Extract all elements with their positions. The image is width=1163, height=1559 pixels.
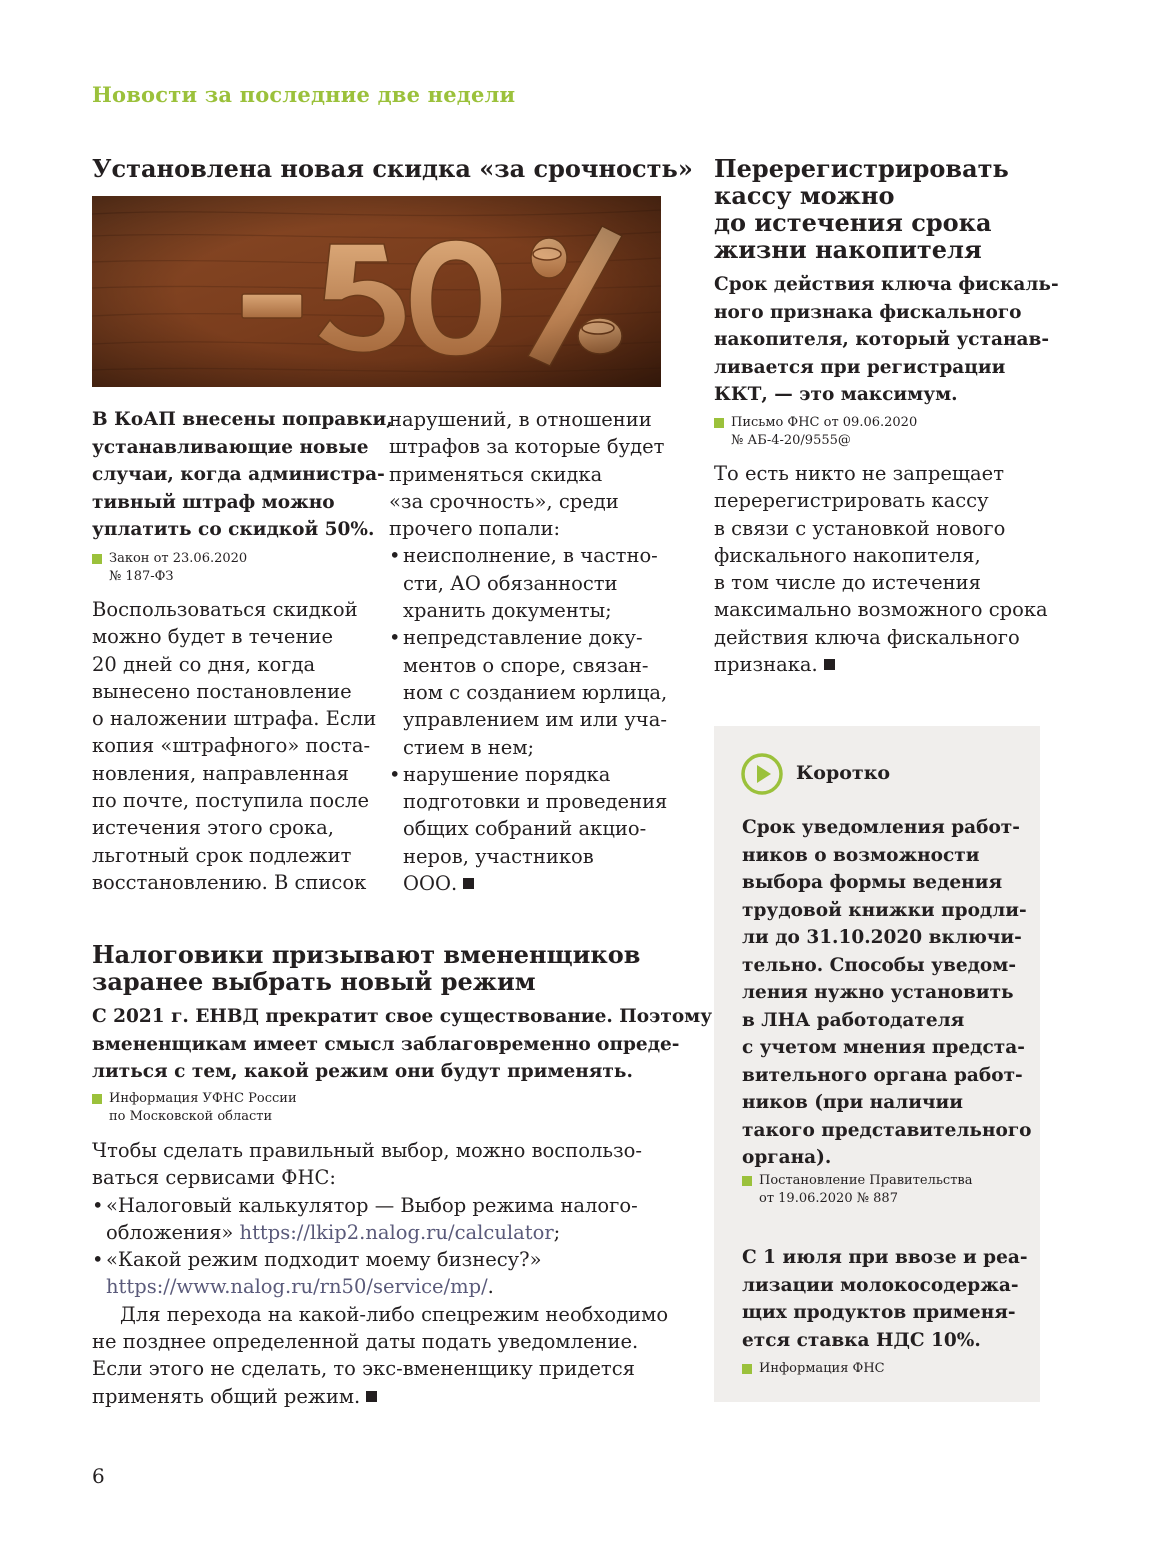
article2-title: Налоговики призывают вмененщиков заранее выбрать новый режим [92, 940, 641, 996]
brief-item-1-source: Постановление Правительства от 19.06.2020 № 887 [742, 1172, 972, 1208]
end-mark-icon [366, 1391, 377, 1402]
brief-news-box [714, 726, 1040, 1402]
list-item: • неисполнение, в частно- сти, АО обязанности хранить документы; [389, 542, 669, 624]
brief-heading: Коротко [796, 762, 891, 784]
section-label: Новости за последние две недели [92, 82, 516, 107]
list-item: • «Какой режим подходит моему бизнесу?» https://www.nalog.ru/rn50/service/mp/. [92, 1246, 672, 1301]
page-number: 6 [92, 1464, 105, 1488]
article2-source: Информация УФНС России по Московской области [92, 1090, 297, 1126]
article3-body: То есть никто не запрещает перерегистрировать кассу в связи с установкой нового фискального накопителя, в том числе до истечения максимально возможного срока действия ключа фискального признака. [714, 462, 1048, 677]
source-marker-icon [742, 1364, 752, 1374]
list-item: • «Налоговый калькулятор — Выбор режима налого- обложения» https://lkip2.nalog.ru/calculator; [92, 1192, 672, 1247]
source-marker-icon [742, 1176, 752, 1186]
brief-item-1: Срок уведомления работ- ников о возможности выбора формы ведения трудовой книжки продли- ли до 31.10.2020 включи- тельно. Способы уведом- ления нужно установить в ЛНА работодателя с учетом мнения предста- вительного органа работ- ников (при наличии такого представительного органа). [742, 817, 1032, 1168]
brief-item-2-source: Информация ФНС [742, 1360, 885, 1378]
source-marker-icon [92, 1094, 102, 1104]
brief-item-2: С 1 июля при ввозе и реа- лизации молокосодержа- щих продуктов применя- ется ставка НДС 10%. [742, 1247, 1028, 1351]
end-mark-icon [463, 878, 474, 889]
article1-body-left: Воспользоваться скидкой можно будет в течение 20 дней со дня, когда вынесено постановление о наложении штрафа. Если копия «штрафного» поста- новления, направленная по почте, поступила после истечения этого срока, льготный срок подлежит восстановлению. В список [92, 598, 377, 894]
article1-source: Закон от 23.06.2020 № 187-ФЗ [92, 550, 247, 586]
article1-lead: В КоАП внесены поправки, устанавливающие новые случаи, когда администра- тивный штраф можно уплатить со скидкой 50%. [92, 409, 393, 540]
discount-50-image [92, 196, 661, 387]
article3-title: Перерегистрировать кассу можно до истечения срока жизни накопителя [714, 154, 1009, 264]
article1-title: Установлена новая скидка «за срочность» [92, 154, 693, 183]
list-item: • нарушение порядка подготовки и проведения общих собраний акцио- неров, участников ООО. [389, 761, 669, 897]
article1-image [92, 196, 661, 387]
article3-lead: Срок действия ключа фискаль- ного признака фискального накопителя, который устанав- ливается при регистрации ККТ, — это максимум. [714, 274, 1059, 405]
service-mp-link[interactable]: https://www.nalog.ru/rn50/service/mp/ [106, 1275, 488, 1299]
list-item: • непредставление доку- ментов о споре, связан- ном с созданием юрлица, управлением им или уча- стием в нем; [389, 624, 669, 760]
article3-source: Письмо ФНС от 09.06.2020 № АБ-4-20/9555@ [714, 414, 917, 450]
article2-lead: С 2021 г. ЕНВД прекратит свое существование. Поэтому вмененщикам имеет смысл заблаговременно опреде- литься с тем, какой режим они будут применять. [92, 1006, 713, 1082]
end-mark-icon [824, 659, 835, 670]
calculator-link[interactable]: https://lkip2.nalog.ru/calculator [239, 1220, 554, 1244]
source-marker-icon [92, 554, 102, 564]
source-marker-icon [714, 418, 724, 428]
article1-body-right: нарушений, в отношении штрафов за которые будет применяться скидка «за срочность», среди прочего попали: • неисполнение, в частно- сти, АО обязанности хранить документы; • непредставление доку- ментов о споре, связан- ном с созданием юрлица, управлением им или уча- стием в нем; • нарушение порядка подготовки и проведения общих собраний акцио- неров, участников ООО. [389, 406, 669, 897]
article2-body: Чтобы сделать правильный выбор, можно воспользо- ваться сервисами ФНС: • «Налоговый калькулятор — Выбор режима налого- обложения» https://lkip2.nalog.ru/calculator; • «Какой режим подходит моему бизнесу?» https://www.nalog.ru/rn50/service/mp/. Для перехода на какой-либо спецрежим необходимо не позднее определенной даты подать уведомление. Если этого не сделать, то экс-вмененщику придется применять общий режим. [92, 1137, 672, 1410]
play-icon [740, 752, 784, 796]
